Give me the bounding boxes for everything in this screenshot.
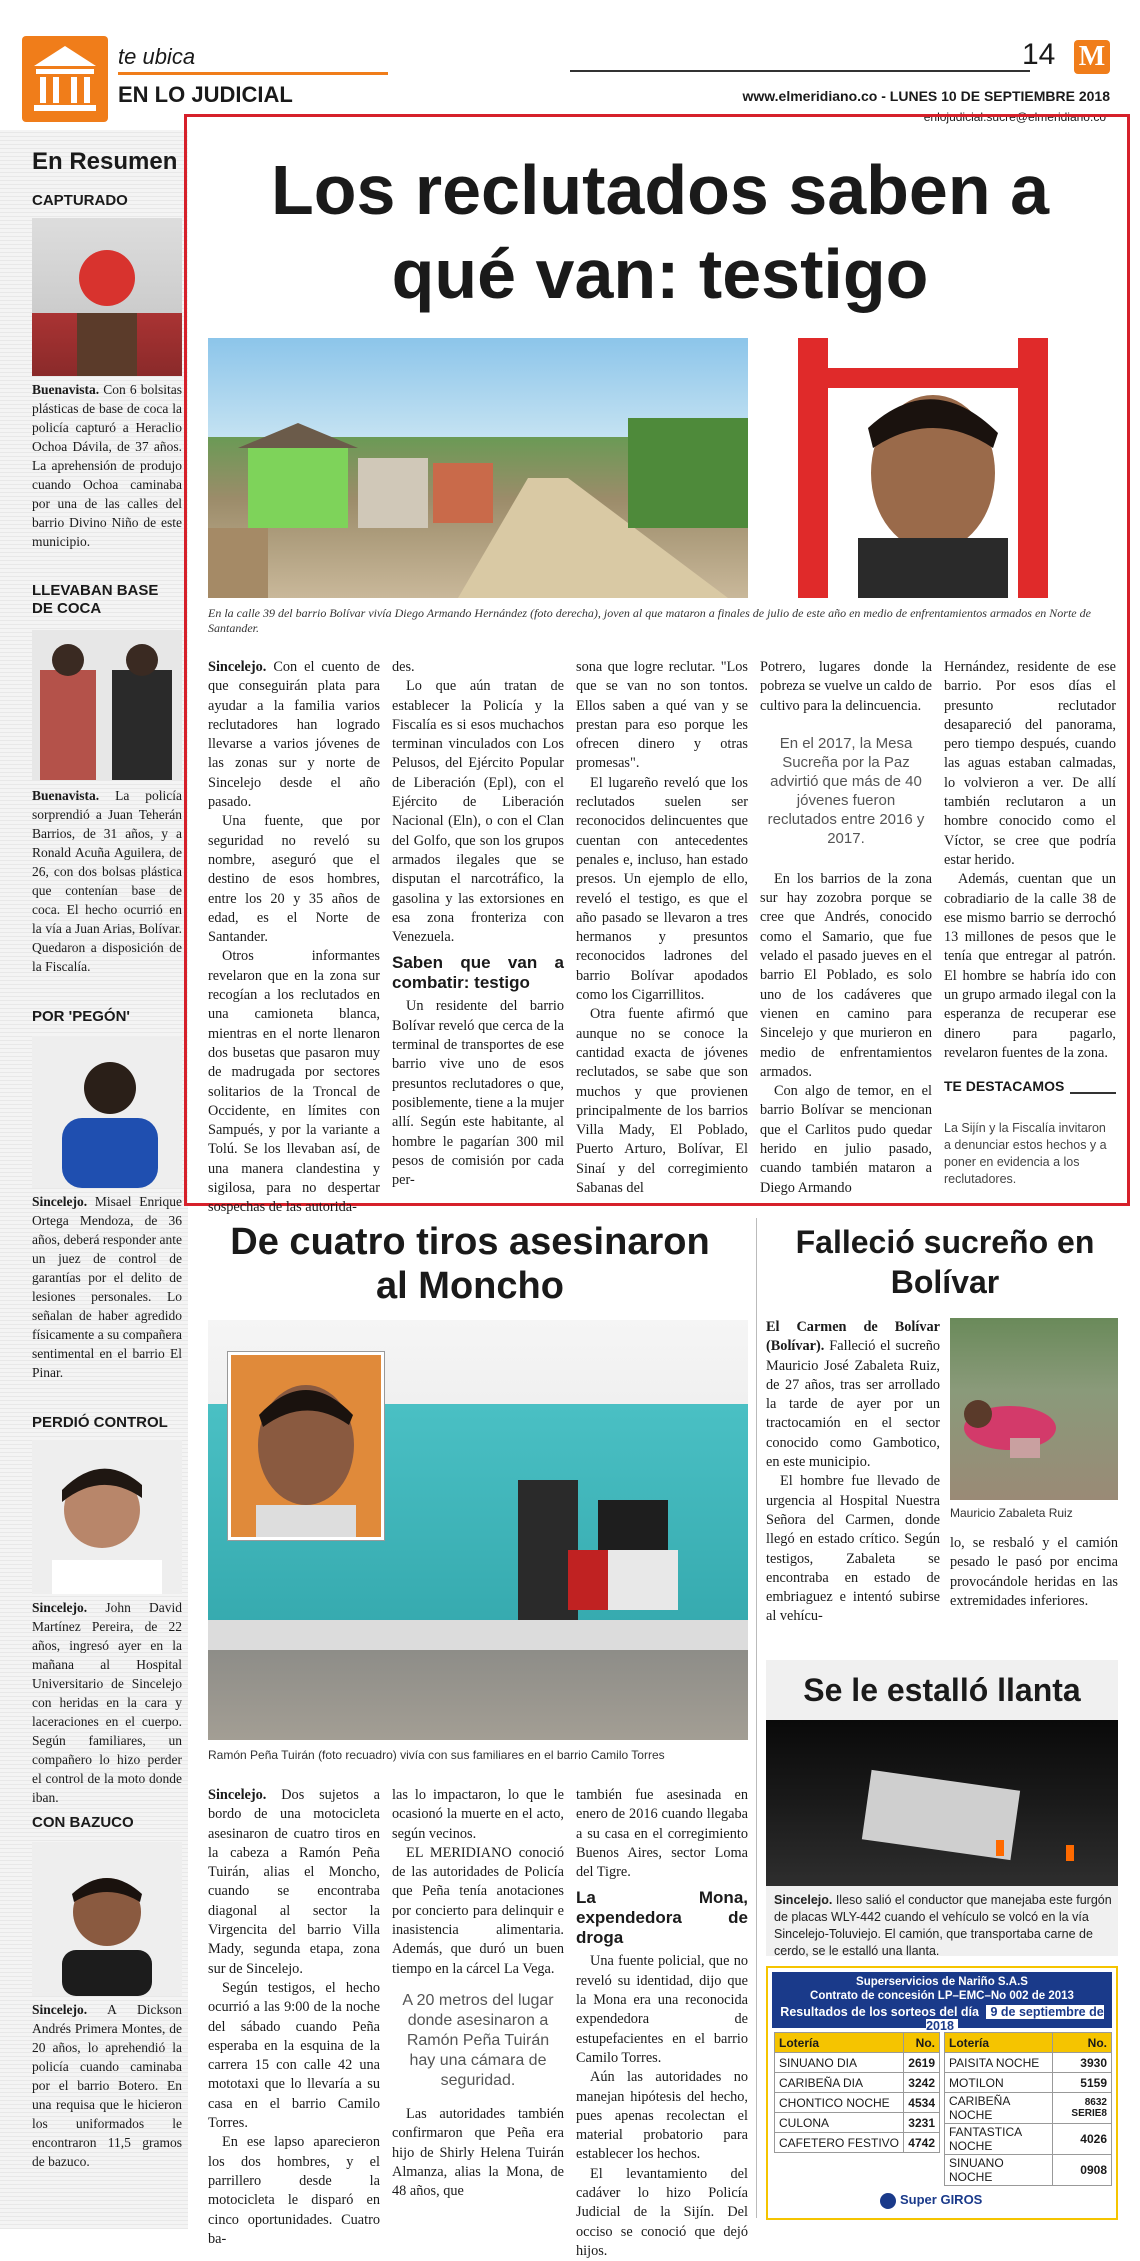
moncho-col3: también fue asesinada en enero de 2016 cuando llegaba a su casa en el corregimiento Buenos Aires, sector Loma del Tigre. La Mona, expendedora de droga Una fuente policial, que no reveló su identidad, dijo que la Mona era una reconocida expendedora de estupefacientes en el barrio Camilo Torres. Aún las autoridades no manejan hipótesis del hecho, pues apenas recolectan el material probatorio para establecer los hechos. El levantamiento del cadáver lo hizo Policía Judicial de la Sijín. Del occiso se conoció que dejó hijos.	[576, 1787, 748, 2259]
bolivar-headline: Falleció sucreño en Bolívar	[795, 1224, 1095, 1300]
main-headline: Los reclutados saben a qué van: testigo	[270, 151, 1050, 313]
photo-diego	[758, 338, 1118, 598]
lottery-table-right: Lotería No. PAISITA NOCHE 3930 MOTILON 5159 CARIBEÑA NOCHE 8632 SERIE8 FANTASTICA NOCHE 4026 SINUANO NOCHE 0908	[944, 2032, 1112, 2186]
photo-moncho-inset	[228, 1352, 384, 1540]
header-top-rule	[570, 70, 1030, 72]
moncho-col1: Sincelejo. Dos sujetos a bordo de una motocicleta asesinaron de cuatro tiros en la cabeza a Ramón Peña Tuirán, alias el Moncho, cuando se encontraba diagonal al sector la Virgencita del barrio Villa Mady, segunda etapa, zona sur de Sincelejo. Según testigos, el hecho ocurrió a las 9:00 de la noche del sábado cuando Peña esperaba en la esquina de la carrera 15 con calle 42 una mototaxi que lo llevaría a su casa en el barrio Camilo Torres. En ese lapso aparecieron los dos hombres, y el parrillero desde la motocicleta le disparó en cinco oportunidades. Cuatro ba-	[208, 1787, 380, 2247]
sidebar-text-3: Sincelejo. John David Martínez Pereira, de 22 años, ingresó ayer en la mañana al Hospital Universitario de Sincelejo con heridas en la cara y laceraciones en el cuerpo. Según familiares, un compañero lo hizo perder el control de la moto donde iban.	[32, 1600, 182, 1805]
courthouse-icon	[22, 36, 108, 122]
table-row: SINUANO DIA 2619	[775, 2053, 940, 2073]
photo-llanta	[766, 1720, 1118, 1886]
main-col2: des. Lo que aún tratan de establecer la Policía y la Fiscalía es si esos muchachos terminan vinculados con Los Pelusos, del Ejército Popular de Liberación (Epl), con el Ejército de Liberación Nacional (Eln), o con el Clan del Golfo, que son los grupos armados ilegales que se disputan el narcotráfico, la gasolina y las extorsiones en esa zona fronteriza con Venezuela. Saben que van a combatir: testigo Un residente del barrio Bolívar reveló que cerca de la terminal de transportes de ese barrio vive uno de esos presuntos reclutadores o que, posiblemente, tiene a la mujer allí. Según este habitante, al hombre le pagarían 300 mil pesos de comisión por cada per-	[392, 659, 564, 1189]
moncho-caption: Ramón Peña Tuirán (foto recuadro) vivía con sus familiares en el barrio Camilo Torres	[208, 1748, 665, 1762]
lottery-header	[772, 1972, 1112, 2033]
brand-underline	[118, 72, 388, 75]
brand-line2: EN LO JUDICIAL	[118, 82, 293, 107]
table-row: PAISITA NOCHE 3930	[945, 2053, 1112, 2073]
lottery-table-left	[774, 2032, 940, 2153]
sidebar-text-4: Sincelejo. A Dickson Andrés Primera Montes, de 20 años, lo aprehendió la policía cuando caminaba por el barrio Botero. En una requisa que le hicieron los uniformados le encontraron 11,5 gramos de bazuco.	[32, 2002, 182, 2169]
moncho-pullquote: A 20 metros del lugar donde asesinaron a Ramón Peña Tuirán hay una cámara de seguridad.	[402, 1991, 554, 2089]
bolivar-col1: El Carmen de Bolívar (Bolívar). Falleció el sucreño Mauricio José Zabaleta Ruiz, de 27 años, tras ser arrollado la tarde de ayer por un tractocamión en el sector conocido como Gambotico, en este municipio. El hombre fue llevado de urgencia al Hospital Nuestra Señora del Carmen, donde llegó en estado crítico. Según testigos, Zabaleta se encontraba en estado de embriaguez e intentó subirse al vehícu-	[766, 1319, 940, 1625]
moncho-subhead: La Mona, expendedora de droga	[576, 1888, 748, 1948]
sidebar-head-capturado: CAPTURADO	[32, 192, 128, 209]
sidebar-text-2: Sincelejo. Misael Enrique Ortega Mendoza, de 36 años, deberá responder ante un juez de control de garantías por el delito de lesiones personales. Lo señalan de haber agredido físicamente a su compañera sentimental en el barrio El Pinar.	[32, 1194, 182, 1380]
table-row: FANTASTICA NOCHE 4026	[945, 2124, 1112, 2155]
brand-line1: te ubica	[118, 44, 196, 69]
main-col1: Sincelejo. Con el cuento de que conseguirán plata para ayudar a la familia varios reclutadores han logrado llevarse a varios jóvenes de las zonas sur y norte de Sincelejo desde el año pasado. Una fuente, que por seguridad no reveló su nombre, aseguró que el destino de esos hombres, entre los 20 y 35 años de edad, es el Norte de Santander. Otros informantes revelaron que en la zona sur recogían a los reclutados en una camioneta blanca, mientras en el norte llenaron dos busetas que pasaron muy de madrugada por sectores solitarios de la Troncal de Occidente, en límites con Sampués, y por la variante a Tolú. Se los llevaban así, de una manera clandestina y sigilosa, para no despertar sospechas de las autorida-	[208, 659, 380, 1216]
logo-icon: M	[1074, 40, 1110, 74]
lottery-title3-row	[772, 2005, 1112, 2033]
table-row: CULONA 3231	[775, 2113, 940, 2133]
lot-head-no: No.	[904, 2033, 940, 2053]
sidebar-head-perdio: PERDIÓ CONTROL	[32, 1414, 168, 1431]
table-row: CAFETERO FESTIVO 4742	[775, 2133, 940, 2153]
lot-head-name: Lotería	[775, 2033, 904, 2053]
email: enlojudicial.sucre@elmeridiano.co	[923, 110, 1106, 124]
sidebar-head-pegon: POR 'PEGÓN'	[32, 1008, 130, 1025]
bolivar-divider	[756, 1218, 757, 2218]
destacamos-head: TE DESTACAMOS	[944, 1078, 1070, 1094]
photo-perdio	[32, 1440, 182, 1594]
main-pullquote: En el 2017, la Mesa Sucreña por la Paz advirtió que más de 40 jóvenes fueron reclutados entre 2016 y 2017.	[767, 734, 925, 847]
sidebar-text-1: Buenavista. La policía sorprendió a Juan Teherán Barrios, de 31 años, y a Ronald Acuña Aguilera, de 26, con dos bolsas plástica que contenían base de coca. El hecho ocurrió en la vía a Juan Arias, Bolívar. Quedaron a disposición de la Fiscalía.	[32, 788, 182, 974]
photo-pegon	[32, 1036, 182, 1188]
llanta-text: Sincelejo. Ileso salió el conductor que manejaba este furgón de placas WLY-442 cuando el vehículo se volcó en la vía Sincelejo-Toluviejo. El camión, que transportaba carne de cerdo, se le estalló una llanta.	[774, 1893, 1112, 1958]
lottery-title1: Superservicios de Nariño S.A.S	[856, 1976, 1028, 1988]
website-date: www.elmeridiano.co - LUNES 10 DE SEPTIEMBRE 2018	[742, 88, 1110, 104]
moncho-col2: las lo impactaron, lo que le ocasionó la muerte en el acto, según vecinos. EL MERIDIANO conoció de las autoridades de Policía que Peña tenía anotaciones por concierto para delinquir e inasistencia alimentaria. Además, que duró un buen tiempo en la cárcel La Vega. A 20 metros del lugar donde asesinaron a Ramón Peña Tuirán hay una cámara de seguridad. Las autoridades también confirmaron que Peña era hijo de Shirly Helena Tuirán Almanza, alias la Mona, de 48 años, que	[392, 1787, 564, 2200]
lottery-date: 9 de septiembre de 2018	[926, 2005, 1104, 2033]
photo-street	[208, 338, 748, 598]
supergiros-logo: Super GIROS	[880, 2192, 982, 2209]
main-subhead: Saben que van a combatir: testigo	[392, 953, 564, 993]
table-row: MOTILON 5159	[945, 2073, 1112, 2093]
sidebar-head-coca: LLEVABAN BASE DE COCA	[32, 582, 159, 617]
main-col5: Hernández, residente de ese barrio. Por esos días el presunto reclutador desapareció del panorama, pero tiempo después, cuando las aguas estaban calmadas, lo volvieron a ver. De allí también reclutaron a un hombre conocido como el Víctor, se cree que podría estar herido. Además, cuentan que un cobradiario de la calle 38 de ese mismo barrio se derrochó 13 millones de pesos que le tenía que entregar al patrón. El hombre se habría ido con un grupo armado ilegal con la esperanza de recuperar ese dinero para pagarlo, revelaron fuentes de la zona.	[944, 659, 1116, 1061]
table-row: CARIBEÑA NOCHE 8632 SERIE8	[945, 2093, 1112, 2124]
table-row: SINUANO NOCHE 0908	[945, 2155, 1112, 2186]
sidebar-head-bazuco: CON BAZUCO	[32, 1814, 134, 1831]
table-row: CARIBEÑA DIA 3242	[775, 2073, 940, 2093]
photo-coca	[32, 630, 182, 780]
main-col4: Potrero, lugares donde la pobreza se vuelve un caldo de cultivo para la delincuencia. En el 2017, la Mesa Sucreña por la Paz advirtió que más de 40 jóvenes fueron reclutados entre 2016 y 2017. En los barrios de la zona sur hay zozobra porque se cree que Andrés, conocido como el Samario, que fue velado el pasado jueves en el barrio El Poblado, es solo uno de los cadáveres que vienen en camino para Sincelejo y que murieron en medio de enfrentamientos armados. Con algo de temor, en el barrio Bolívar se mencionan que el Carlitos pudo quedar herido en julio pasado, cuando también mataron a Diego Armando	[760, 659, 932, 1196]
lottery-title2: Contrato de concesión LP–EMC–No 002 de 2013	[810, 1990, 1074, 2002]
bolivar-photo-caption: Mauricio Zabaleta Ruiz	[950, 1506, 1073, 1520]
llanta-headline: Se le estalló llanta	[803, 1672, 1081, 1708]
header	[0, 0, 1140, 124]
photo-bolivar	[950, 1318, 1118, 1500]
main-col3: sona que logre reclutar. "Los que se van no son tontos. Ellos saben a qué van y se prestan para eso porque les ofrecen dinero y otras promesas". El lugareño reveló que los reclutados suelen ser reconocidos delincuentes que cuentan con antecedentes penales e, incluso, han estado presos. Un ejemplo de ello, reveló el testigo, es que el año pasado se llevaron a tres hermanos y presuntos reconocidos ladrones del barrio Bolívar apodados como los Cigarrillitos. Otra fuente afirmó que aunque no se conoce la cantidad exacta de jóvenes reclutados, se sabe que son muchos y que provienen principalmente de los barrios Villa Mady, El Poblado, Puerto Arturo, Bolívar, El Sinaí y del corregimiento Sabanas del	[576, 659, 748, 1197]
sidebar-text-0: Buenavista. Con 6 bolsitas plásticas de base de coca la policía capturó a Heraclio Ochoa Dávila, de 37 años. La aprehensión de produjo cuando Ochoa caminaba por una de las calles del barrio Divino Niño de este municipio.	[32, 382, 182, 549]
supergiros-icon	[880, 2193, 896, 2209]
page-number: 14	[1022, 38, 1056, 71]
photo-bazuco	[32, 1842, 182, 1996]
main-photo-caption: En la calle 39 del barrio Bolívar vivía Diego Armando Hernández (foto derecha), joven al que mataron a finales de julio de este año en medio de enfrentamientos armados en Norte de Santander.	[208, 606, 1091, 635]
lottery-title3: Resultados de los sorteos del día	[780, 2005, 979, 2019]
table-row: CHONTICO NOCHE 4534	[775, 2093, 940, 2113]
destacamos-text: La Sijín y la Fiscalía invitaron a denunciar estos hechos y a poner en evidencia a los reclutadores.	[944, 1121, 1107, 1186]
bolivar-col2: lo, se resbaló y el camión pesado le pasó por encima provocándole heridas en las extremidades inferiores.	[950, 1535, 1118, 1609]
sidebar-title: En Resumen	[32, 148, 178, 175]
moncho-headline: De cuatro tiros asesinaron al Moncho	[230, 1221, 710, 1307]
photo-capturado	[32, 218, 182, 376]
